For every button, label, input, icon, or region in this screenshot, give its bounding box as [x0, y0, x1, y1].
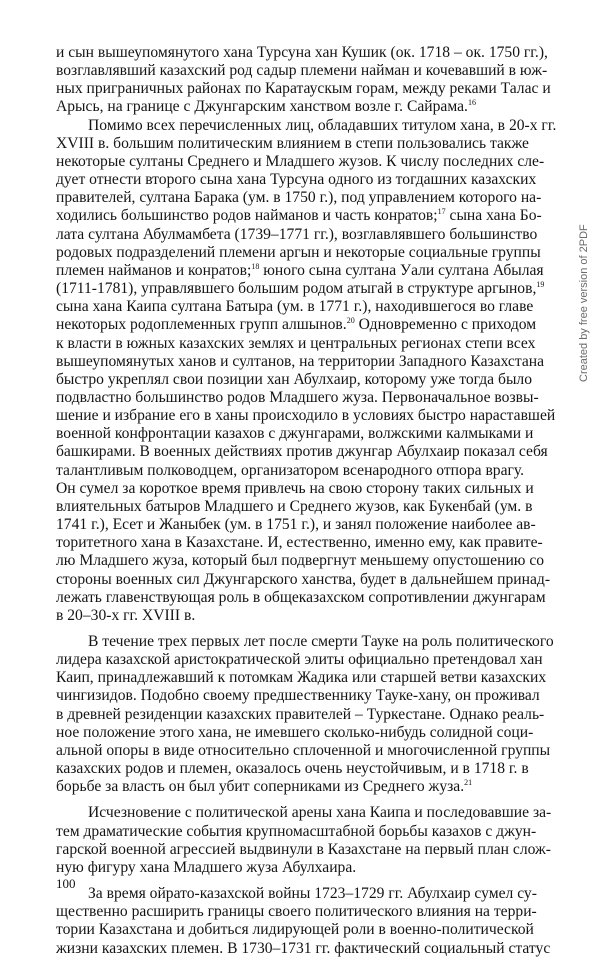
text-line: щественно расширить границы своего политического влияния на терри- [56, 903, 537, 921]
text-line: ных приграничных районах по Каратаускым горам, между реками Талас и [56, 80, 551, 98]
text-line: Помимо всех перечисленных лиц, обладавших титулом хана, в 20-х гг. [88, 116, 557, 134]
footnote-ref: 18 [251, 261, 260, 271]
text-line: Он сумел за короткое время привлечь на свою сторону таких сильных и [56, 479, 534, 497]
text-line [56, 207, 566, 225]
text-line: шение и избрание его в ханы происходило в условиях быстро нараставшей [56, 407, 556, 425]
footnote-ref: 21 [464, 778, 473, 788]
text-line [56, 262, 566, 280]
text-line: Каип, принадлежавший к потомкам Жадика или старшей ветви казахских [56, 669, 547, 687]
text-line: стороны военных сил Джунгарского ханства, будет в дальнейшем принад- [56, 570, 551, 588]
paragraph-5 [56, 885, 566, 958]
paragraph-2 [56, 117, 566, 625]
text-line: альной опоры в виде относительно сплоченной и многочисленной группы [56, 741, 551, 759]
footnote-ref: 16 [467, 98, 476, 108]
text-line [56, 778, 566, 796]
text-line: тем драматические события крупномасштабной борьбы казахов с джун- [56, 822, 537, 840]
text-line: вышеупомянутых ханов и султанов, на территории Западного Казахстана [56, 352, 545, 370]
text-line [56, 98, 566, 116]
paragraph-4 [56, 804, 566, 877]
text-line-content: юного сына султана Уали султана Абылая [259, 261, 544, 279]
text-line: лежать главенствующая роль в общеказахском сопротивлении джунгарам [56, 588, 546, 606]
text-line: лю Младшего жуза, который был подвергнут меньшему опустошению со [56, 552, 545, 570]
text-line: 1741 г.), Есет и Жаныбек (ум. в 1751 г.), и занял положение наиболее ав- [56, 516, 536, 534]
text-line: лидера казахской аристократической элиты официально претендовал хан [56, 651, 543, 669]
text-line: За время ойрато-казахской войны 1723–1729 гг. Абулхаир сумел су- [88, 885, 537, 903]
text-line [56, 280, 566, 298]
paragraph-1 [56, 44, 566, 117]
text-line-content: ходились большинство родов найманов и часть конратов; [56, 207, 438, 225]
text-line: сына хана Каипа султана Батыра (ум. в 1771 г.), находившегося во главе [56, 298, 534, 316]
text-line: подвластно большинство родов Младшего жуза. Первоначальное возвы- [56, 388, 539, 406]
text-line: к власти в южных казахских землях и центральных регионах степи всех [56, 334, 536, 352]
document-page [56, 44, 566, 958]
paragraph-3 [56, 633, 566, 796]
text-line: чингизидов. Подобно своему предшественнику Тауке-хану, он проживал [56, 687, 540, 705]
text-line: ную фигуру хана Младшего жуза Абулхаира. [56, 858, 357, 876]
text-line: лата султана Абулмамбета (1739–1771 гг.), возглавлявшего большинство [56, 225, 538, 243]
text-line: и сын вышеупомянутого хана Турсуна хан Кушик (ок. 1718 – ок. 1750 гг.), [56, 44, 548, 61]
text-line-content: Арысь, на границе с Джунгарским ханством возле г. Сайрама. [56, 98, 468, 116]
text-line: XVIII в. большим политическим влиянием в степи пользовались также [56, 134, 529, 152]
text-line: талантливым полководцем, организатором всенародного отпора врагу. [56, 461, 525, 479]
text-line: в древней резиденции казахских правителей – Туркестане. Однако реаль- [56, 705, 545, 723]
text-line: тории Казахстана и добиться лидирующей роли в военно-политической [56, 921, 534, 939]
text-line: башкирами. В военных действиях против джунгар Абулхаир показал себя [56, 443, 548, 461]
text-line: казахских родов и племен, оказалось очень неустойчивым, и в 1718 г. в [56, 760, 529, 778]
text-line: торитетного хана в Казахстане. И, естественно, именно ему, как правите- [56, 534, 543, 552]
text-line: некоторые султаны Среднего и Младшего жузов. К числу последних сле- [56, 152, 545, 170]
text-line: военной конфронтации казахов с джунгарами, волжскими калмыками и [56, 425, 534, 443]
text-line [56, 316, 566, 334]
text-line: возглавлявший казахский род садыр племени найман и кочевавший в юж- [56, 62, 548, 80]
text-line: жизни казахских племен. В 1730–1731 гг. фактический социальный статус [56, 939, 551, 957]
text-line: ное положение этого хана, не имевшего сколько-нибудь солидной соци- [56, 723, 534, 741]
text-line: гарской военной агрессией выдвинули в Казахстане на первый план слож- [56, 840, 551, 858]
text-line: правителей, султана Барака (ум. в 1750 г.), под управлением которого на- [56, 189, 542, 207]
text-line-content: (1711-1781), управлявшего большим родом атыгай в структуре аргынов, [56, 280, 537, 298]
footnote-ref: 20 [346, 316, 355, 326]
text-line: в 20–30-х гг. XVIII в. [56, 606, 196, 624]
text-line: быстро укреплял свои позиции хан Абулхаир, которому уже тогда было [56, 370, 532, 388]
text-line-content: племен найманов и конратов; [56, 261, 252, 279]
text-line-content: некоторых родоплеменных групп алшынов. [56, 316, 347, 334]
text-line: Исчезновение с политической арены хана Каипа и последовавшие за- [88, 804, 552, 822]
text-line: родовых подразделений племени аргын и некоторые социальные группы [56, 243, 541, 261]
footnote-ref: 17 [437, 207, 446, 217]
text-line-content: Одновременно с приходом [354, 316, 537, 334]
page-number: 100 [56, 876, 76, 891]
text-line-content: сына хана Бо- [445, 207, 542, 225]
footnote-ref: 19 [536, 280, 545, 290]
text-line: В течение трех первых лет после смерти Тауке на роль политического [88, 633, 554, 650]
text-line: влиятельных батыров Младшего и Среднего жузов, как Букенбай (ум. в [56, 497, 533, 515]
text-line: дует отнести второго сына хана Турсуна одного из тогдашних казахских [56, 171, 537, 189]
text-line-content: борьбе за власть он был убит соперниками из Среднего жуза. [56, 778, 465, 796]
watermark-text: Created by free version of 2PDF [578, 224, 590, 382]
